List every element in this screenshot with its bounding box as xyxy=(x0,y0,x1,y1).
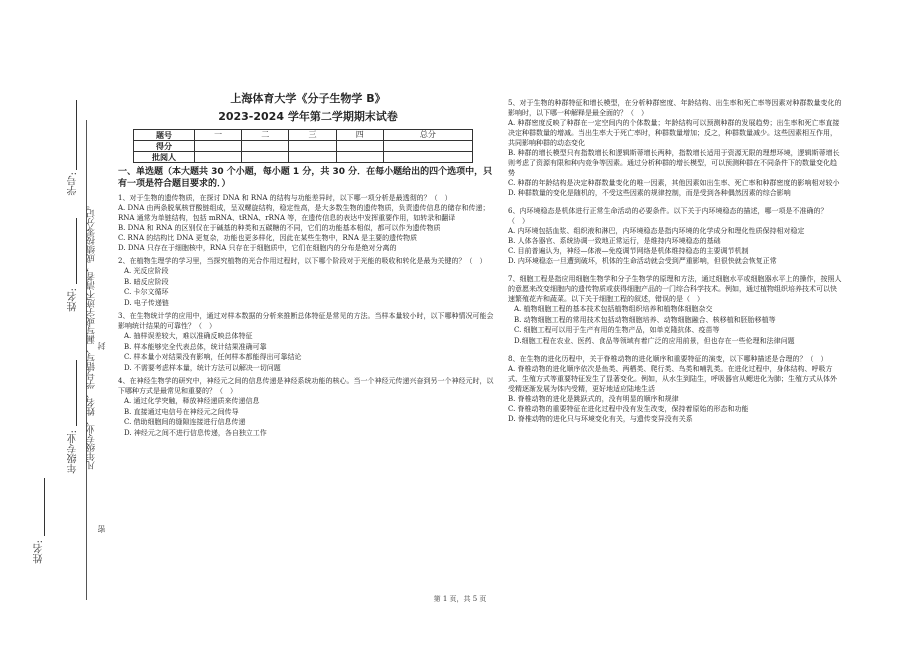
option-c: C. RNA 的结构比 DNA 更复杂，功能也更多样化，因此在某些生物中，RNA 是主要的遗传物质 xyxy=(118,234,418,242)
score-cell[interactable] xyxy=(336,141,383,152)
student-id-label: 学号: xyxy=(68,172,79,196)
option-c: C. 脊椎动物的重要特征在进化过程中没有发生改变，保持着原始的形态和功能 xyxy=(508,405,749,413)
option-c: C. 样本量小对结果没有影响，任何样本都能得出可靠结论 xyxy=(124,353,302,361)
section-heading: 一、单选题（本大题共 30 个小题，每小题 1 分，共 30 分．在每小题给出的四个选项中，只有一项是符合题目要求的．） xyxy=(118,167,493,189)
option-a: A. 脊椎动物的进化顺序依次是鱼类、两栖类、爬行类、鸟类和哺乳类。在进化过程中，身体结构、呼吸方式、生殖方式等重要特征发生了显著变化。例如，从水生到陆生，呼吸器官从鳃进化为肺；生殖方式从体外受精逐渐发展为体内受精，更好地适应陆地生活 xyxy=(508,365,837,393)
question-stem: 1、对于生物的遗传物质，在探讨 DNA 和 RNA 的结构与功能差异时，以下哪一项分析是最透彻的？（ ） xyxy=(118,194,452,202)
score-table xyxy=(133,129,473,163)
question-stem: 2、在植物生理学的学习里，当探究植物的光合作用过程时，以下哪个阶段对于光能的吸收和转化是最为关键的？（ ） xyxy=(118,257,487,265)
name-label: 姓名: xyxy=(68,288,79,312)
right-column xyxy=(508,92,842,424)
name-blank-bottom xyxy=(44,478,45,536)
score-cell[interactable] xyxy=(242,141,289,152)
grader-row-label: 批阅人 xyxy=(134,152,195,163)
option-a: A. 光反应阶段 xyxy=(124,267,169,275)
question-stem: 7、细胞工程是指应用细胞生物学和分子生物学的原理和方法，通过细胞水平或细胞器水平上的操作，按照人的意愿来改变细胞内的遗传物质或获得细胞产品的一门综合科学技术。例如，通过植物组织培养技术可以快速繁殖花卉和蔬菜。以下关于细胞工程的叙述，错误的是（ ） xyxy=(508,275,842,303)
option-d: D. 脊椎动物的进化只与环境变化有关，与遗传变异没有关系 xyxy=(508,415,693,423)
option-a: A. 植物细胞工程的基本技术包括植物组织培养和植物体细胞杂交 xyxy=(514,305,713,313)
exam-subtitle: 2023-2024 学年第二学期期末试卷 xyxy=(218,110,398,123)
question-1 xyxy=(118,193,498,253)
question-stem: 3、在生物统计学的应用中，通过对样本数据的分析来推断总体特征是常见的方法。当样本量较小时，以下哪种情况可能会影响统计结果的可靠性？（ ） xyxy=(118,312,494,330)
option-c: C. 借助细胞间的缝隙连接进行信息传递 xyxy=(124,418,246,426)
grader-cell[interactable] xyxy=(383,152,472,163)
left-column xyxy=(118,92,498,438)
binding-dense-mark: 密 xyxy=(97,525,106,533)
option-d: D. 内环境稳态一旦遭到破坏，机体的生命活动就会受到严重影响，但很快就会恢复正常 xyxy=(508,257,777,265)
option-b: B. 脊椎动物的进化是跳跃式的，没有明显的顺序和规律 xyxy=(508,395,679,403)
binding-margin xyxy=(0,0,112,600)
grader-cell[interactable] xyxy=(195,152,242,163)
score-header-cell: 一 xyxy=(195,130,242,141)
binding-warning: 凡年级专业、姓名、学号错写、漏写或字迹不清者，成绩按零分记。 xyxy=(87,200,97,470)
grader-cell[interactable] xyxy=(336,152,383,163)
option-d: D.细胞工程在农业、医药、食品等领域有着广泛的应用前景，但也存在一些伦理和法律问题 xyxy=(514,336,795,345)
exam-title: 上海体育大学《分子生物学 B》 xyxy=(230,92,386,105)
question-stem: 6、内环境稳态是机体进行正常生命活动的必要条件。以下关于内环境稳态的描述，哪一项是不准确的？（ ） xyxy=(508,207,828,225)
name-blank xyxy=(76,218,77,284)
question-4 xyxy=(118,376,498,438)
grader-cell[interactable] xyxy=(289,152,336,163)
option-d: D. 不需要考虑样本量，统计方法可以解决一切问题 xyxy=(124,363,281,372)
question-stem: 5、对于生物的种群特征和增长模型，在分析种群密度、年龄结构、出生率和死亡率等因素对种群数量变化的影响时，以下哪一种解释是最全面的？（ ） xyxy=(508,99,842,117)
score-cell[interactable] xyxy=(383,141,472,152)
page-footer: 第 1 页，共 5 页 xyxy=(433,595,487,603)
option-d: D. 电子传递链 xyxy=(124,298,169,307)
option-d: D. 神经元之间不进行信息传递，各自独立工作 xyxy=(124,428,267,437)
option-a: A. 种群密度反映了种群在一定空间内的个体数量；年龄结构可以预测种群的发展趋势；出生率和死亡率直接决定种群数量的增减。当出生率大于死亡率时，种群数量增加；反之，种群数量减少。这些因素相互作用，共同影响种群的动态变化 xyxy=(508,119,840,147)
option-b: B. 种群的增长模型只有指数增长和逻辑斯蒂增长两种，指数增长适用于资源无限的理想环境，逻辑斯蒂增长则考虑了资源有限和种内竞争等因素。通过分析种群的增长模型，可以预测种群在不同条件下的数量变化趋势 xyxy=(508,149,840,177)
question-6 xyxy=(508,206,842,266)
score-header-cell: 二 xyxy=(242,130,289,141)
question-3 xyxy=(118,311,498,373)
score-cell[interactable] xyxy=(289,141,336,152)
option-a: A. 内环境包括血浆、组织液和淋巴，内环境稳态是指内环境的化学成分和理化性质保持相对稳定 xyxy=(508,227,805,235)
name-label-bottom: 姓名: xyxy=(34,540,45,564)
grader-cell[interactable] xyxy=(242,152,289,163)
option-b: B. 样本能够完全代表总体，统计结果准确可靠 xyxy=(124,342,267,351)
binding-seal-mark: 封 xyxy=(97,342,106,350)
score-header-cell: 三 xyxy=(289,130,336,141)
score-cell[interactable] xyxy=(195,141,242,152)
score-row xyxy=(134,141,473,152)
option-a: A. 抽样误差较大，难以准确反映总体特征 xyxy=(124,332,253,340)
grade-major-label: 年级专业: xyxy=(68,430,79,474)
option-c: C. 卡尔文循环 xyxy=(124,288,169,296)
score-row-label: 得分 xyxy=(134,141,195,152)
score-header-cell: 题号 xyxy=(134,130,195,141)
question-2 xyxy=(118,256,498,308)
option-d: D. DNA 只存在于细胞核中，RNA 只存在于细胞质中，它们在细胞内的分布是绝对分离的 xyxy=(118,244,397,252)
option-a: A. DNA 由两条脱氧核苷酸链组成，呈双螺旋结构，稳定性高，是大多数生物的遗传物质，负责遗传信息的储存和传递；RNA 通常为单链结构，包括 mRNA、tRNA、rRNA 等，在遗传信息的表达中发挥重要作用，如转录和翻译 xyxy=(118,204,490,222)
option-c: C. 细胞工程可以用于生产有用的生物产品，如单克隆抗体、疫苗等 xyxy=(514,326,720,334)
option-b: B. 动物细胞工程的常用技术包括动物细胞培养、动物细胞融合、核移植和胚胎移植等 xyxy=(514,315,776,324)
option-b: B. 暗反应阶段 xyxy=(124,277,169,286)
option-b: B. DNA 和 RNA 的区别仅在于碱基的种类和五碳糖的不同，它们的功能基本相似，都可以作为遗传物质 xyxy=(118,224,441,232)
question-5 xyxy=(508,98,842,198)
option-d: D. 种群数量的变化是随机的，不受这些因素的规律控制，而是受到各种偶然因素的综合影响 xyxy=(508,189,791,197)
option-a: A. 通过化学突触，释放神经递质来传递信息 xyxy=(124,397,260,405)
score-header-cell: 总分 xyxy=(383,130,472,141)
question-stem: 4、在神经生物学的研究中，神经元之间的信息传递是神经系统功能的核心。当一个神经元传递兴奋到另一个神经元时，以下哪种方式是最常见和重要的？（ ） xyxy=(118,377,494,395)
grader-row xyxy=(134,152,473,163)
option-b: B. 人体各器官、系统协调一致地正常运行，是维持内环境稳态的基础 xyxy=(508,237,721,245)
option-c: C. 种群的年龄结构是决定种群数量变化的唯一因素，其他因素如出生率、死亡率和种群密度的影响相对较小 xyxy=(508,179,840,187)
option-c: C. 目前普遍认为，神经—体液—免疫调节网络是机体维持稳态的主要调节机制 xyxy=(508,247,749,255)
question-8 xyxy=(508,354,842,424)
question-7 xyxy=(508,274,842,346)
score-table-header xyxy=(134,130,473,141)
grade-major-blank xyxy=(76,360,77,426)
score-header-cell: 四 xyxy=(336,130,383,141)
student-id-blank xyxy=(76,100,77,170)
question-stem: 8、在生物的进化历程中，关于脊椎动物的进化顺序和重要特征的演变，以下哪种描述是合理的？（ ） xyxy=(508,355,828,363)
option-b: B. 直接通过电信号在神经元之间传导 xyxy=(124,407,239,416)
